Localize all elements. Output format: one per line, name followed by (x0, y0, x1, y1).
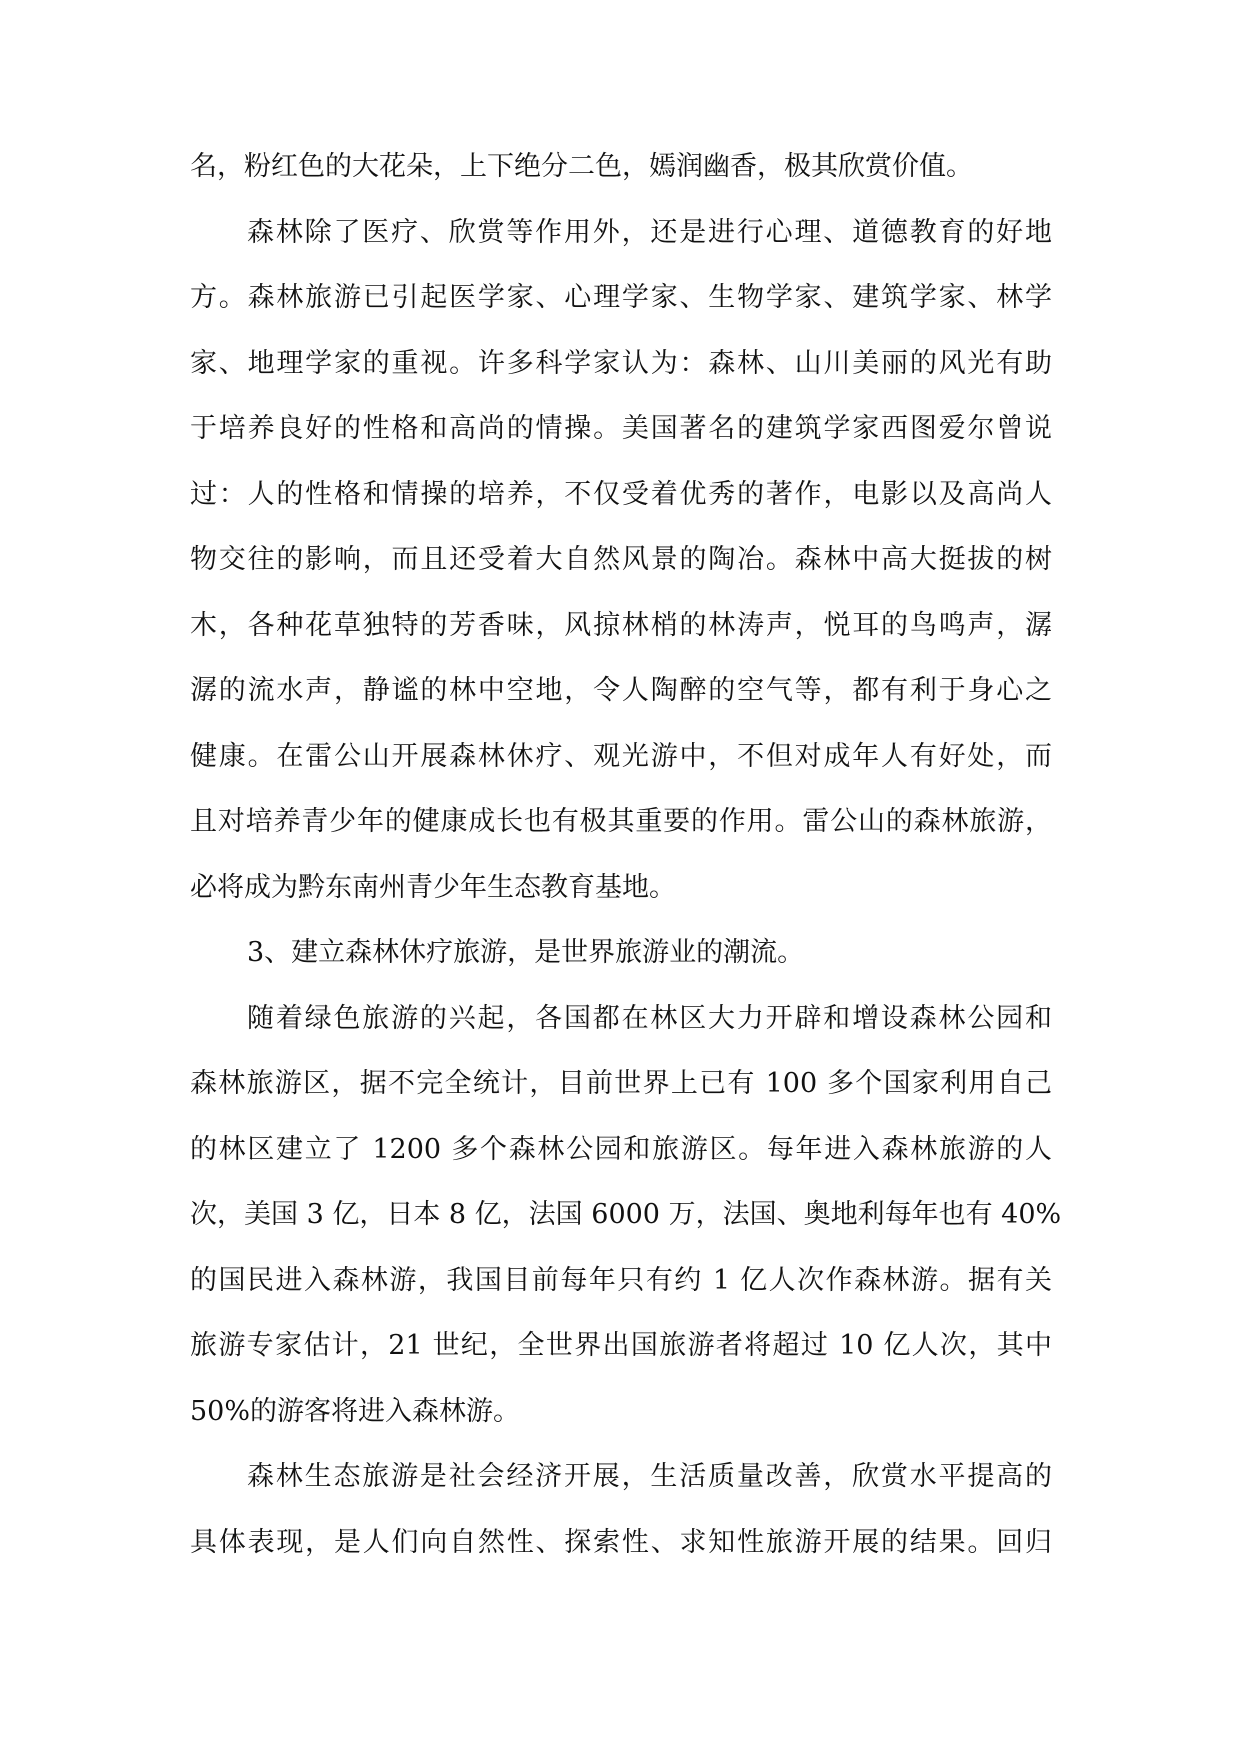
text-line: 于培养良好的性格和高尚的情操。美国著名的建筑学家西图爱尔曾说 (190, 413, 1052, 444)
text-line: 必将成为黔东南州青少年生态教育基地。 (190, 871, 676, 903)
paragraph-start-line: 森林生态旅游是社会经济开展，生活质量改善，欣赏水平提高的 (247, 1461, 1052, 1492)
text-line: 名，粉红色的大花朵，上下绝分二色，嫣润幽香，极其欣赏价值。 (190, 151, 973, 182)
paragraph-start-line: 森林除了医疗、欣赏等作用外，还是进行心理、道德教育的好地 (247, 216, 1052, 248)
text-line: 潺的流水声，静谧的林中空地，令人陶醉的空气等，都有利于身心之 (190, 675, 1052, 706)
text-line: 具体表现，是人们向自然性、探索性、求知性旅游开展的结果。回归 (190, 1526, 1052, 1558)
text-line: 方。森林旅游已引起医学家、心理学家、生物学家、建筑学家、林学 (190, 282, 1052, 313)
text-line: 次，美国 3 亿，日本 8 亿，法国 6000 万，法国、奥地利每年也有 40% (190, 1199, 1062, 1230)
text-line: 旅游专家估计，21 世纪，全世界出国旅游者将超过 10 亿人次，其中 (190, 1330, 1052, 1361)
text-line: 且对培养青少年的健康成长也有极其重要的作用。雷公山的森林旅游， (190, 806, 1052, 837)
text-line: 森林旅游区，据不完全统计，目前世界上已有 100 多个国家利用自己 (190, 1068, 1052, 1099)
document-page (190, 150, 1062, 1591)
section-heading: 3、建立森林休疗旅游，是世界旅游业的潮流。 (247, 937, 805, 968)
text-line: 健康。在雷公山开展森林休疗、观光游中，不但对成年人有好处，而 (190, 740, 1052, 772)
text-line: 过：人的性格和情操的培养，不仅受着优秀的著作，电影以及高尚人 (190, 478, 1052, 510)
text-line: 家、地理学家的重视。许多科学家认为：森林、山川美丽的风光有助 (190, 347, 1052, 379)
text-line: 木，各种花草独特的芳香味，风掠林梢的林涛声，悦耳的鸟鸣声，潺 (190, 609, 1052, 641)
text-line: 物交往的影响，而且还受着大自然风景的陶冶。森林中高大挺拔的树 (190, 544, 1052, 575)
paragraph-start-line: 随着绿色旅游的兴起，各国都在林区大力开辟和增设森林公园和 (247, 1002, 1052, 1034)
text-line: 的国民进入森林游，我国目前每年只有约 1 亿人次作森林游。据有关 (190, 1264, 1052, 1296)
text-line: 50%的游客将进入森林游。 (190, 1395, 521, 1427)
text-line: 的林区建立了 1200 多个森林公园和旅游区。每年进入森林旅游的人 (190, 1133, 1052, 1165)
